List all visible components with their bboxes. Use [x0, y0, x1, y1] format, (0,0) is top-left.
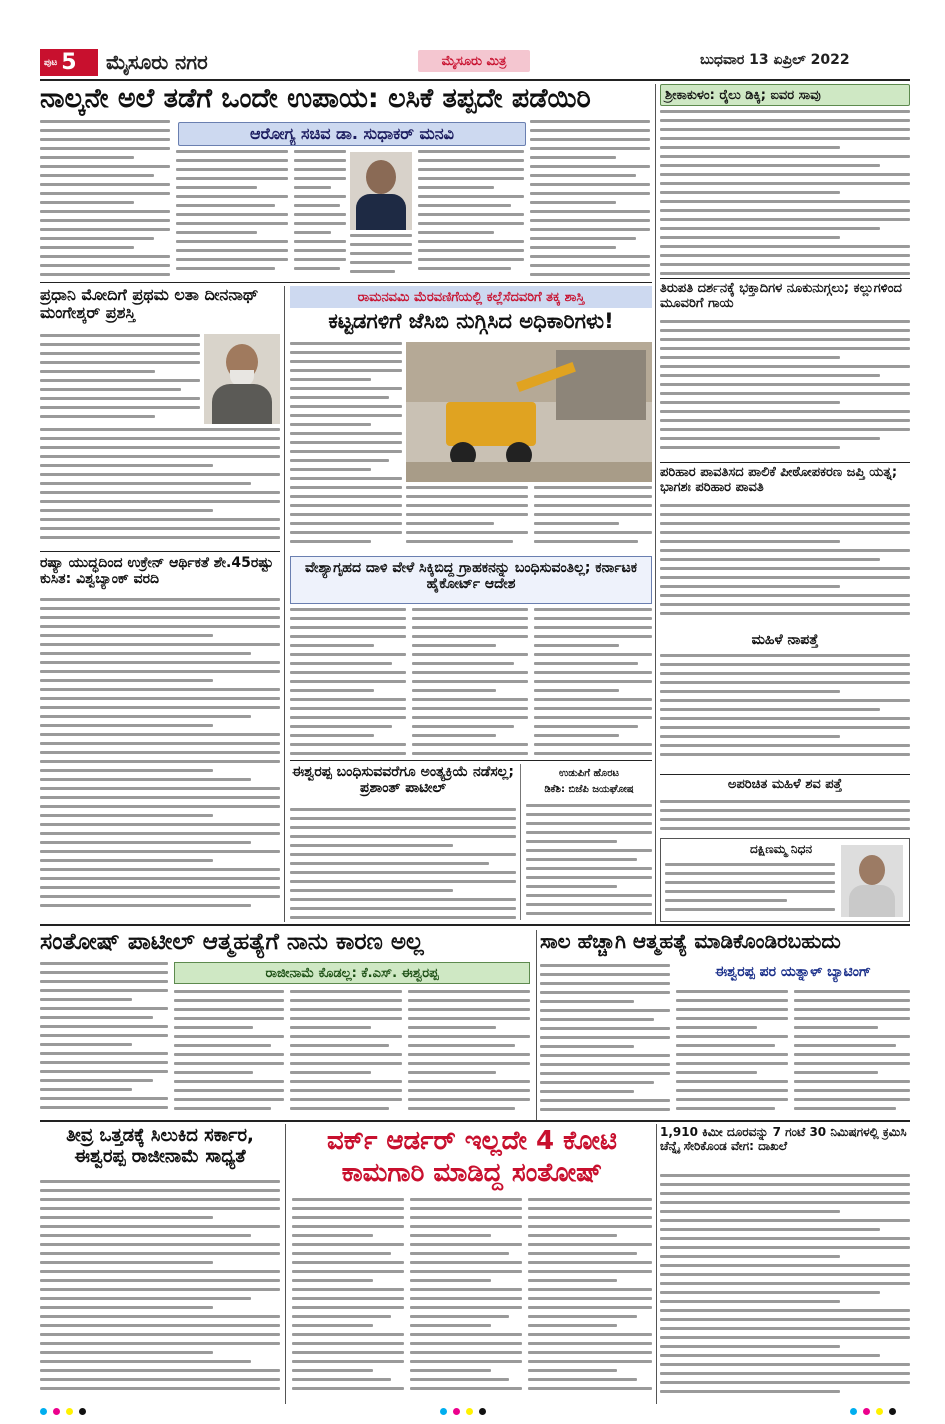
loan-band: ಈಶ್ವರಪ್ಪ ಪರ ಯತ್ನಾಳ್ ಬ್ಯಾಟಿಂಗ್	[714, 964, 872, 980]
missing-headline: ಮಹಿಳೆ ನಾಪತ್ತೆ	[751, 632, 819, 648]
srikakulam-headline: ಶ್ರೀಕಾಕುಳಂ: ರೈಲು ಡಿಕ್ಕಿ; ಐವರ ಸಾವು	[665, 87, 821, 103]
santosh-body-2	[174, 990, 284, 1118]
masthead-rule	[40, 79, 910, 81]
rule-right-3	[660, 774, 910, 775]
brothel-body-2	[412, 608, 528, 758]
udupi-line1: ಉಡುಪಿಗೆ ಹೊರಟ	[558, 768, 620, 779]
govt-body	[40, 1180, 280, 1402]
rule-lead-bottom	[40, 282, 652, 283]
bulldozer-band: ರಾಮನವಮಿ ಮೆರವಣಿಗೆಯಲ್ಲಿ ಕಲ್ಲೆಸೆದವರಿಗೆ ತಕ್ಕ ಶಾಸ್ತಿ	[357, 289, 585, 305]
santosh-body-3	[290, 990, 402, 1118]
santosh-headline: ಸಂತೋಷ್ ಪಾಟೀಲ್ ಆತ್ಮಹತ್ಯೆಗೆ ನಾನು ಕಾರಣ ಅಲ್ಲ	[40, 930, 424, 955]
loan-body-3	[794, 990, 910, 1118]
bulldozer-band-bar	[290, 286, 652, 308]
issue-date: ಬುಧವಾರ 13 ಏಪ್ರಿಲ್ 2022	[700, 52, 850, 68]
rule-right-1	[660, 278, 910, 279]
rule-mid-full	[40, 924, 910, 926]
obituary-photo	[841, 845, 903, 917]
udupi-line2: ಡಿಕೆಶಿ: ಬಿಜೆಪಿ ಜಯಘೋಷ	[544, 784, 634, 795]
lead-body-col4	[350, 234, 412, 278]
rule-lower-full	[40, 1120, 910, 1122]
work-order-body-1	[292, 1198, 404, 1404]
tirupati-headline: ತಿರುಪತಿ ದರ್ಶನಕ್ಕೆ ಭಕ್ತಾದಿಗಳ ನೂಕುನುಗ್ಗಲು; ಕಲ್ಲುಗಳಿಂದ ಮೂವರಿಗೆ ಗಾಯ	[660, 282, 902, 311]
work-order-body-2	[410, 1198, 522, 1404]
lead-subhead-band	[178, 122, 526, 146]
lead-body-col2	[176, 150, 288, 278]
udupi-body	[526, 804, 652, 920]
rule-brothel-bottom	[290, 760, 652, 761]
srikakulam-body	[660, 110, 910, 276]
bulldozer-body-left	[290, 342, 402, 502]
page-number-badge	[40, 49, 98, 76]
bulldozer-body-mid	[406, 486, 528, 552]
brothel-body-3	[534, 608, 652, 758]
santosh-band: ರಾಜೀನಾಮೆ ಕೊಡಲ್ಲ: ಕೆ.ಎಸ್. ಈಶ್ವರಪ್ಪ	[265, 965, 439, 981]
page-number: 5	[61, 50, 77, 75]
santosh-body-1	[40, 962, 168, 1118]
bulldozer-photo	[406, 342, 652, 482]
unknown-body-text	[660, 800, 910, 836]
lead-body-col3	[294, 150, 346, 278]
brothel-box	[290, 556, 652, 604]
registration-marks-right	[850, 1408, 910, 1416]
bulldozer-headline: ಕಟ್ಟಡಗಳಿಗೆ ಜೆಸಿಬಿ ನುಗ್ಗಿಸಿದ ಅಧಿಕಾರಿಗಳು!	[328, 310, 614, 333]
modi-body-top	[40, 334, 200, 424]
loan-body-1	[540, 964, 670, 1118]
modi-body-bottom	[40, 428, 280, 548]
bulldozer-body-left2	[290, 504, 402, 552]
obituary-box	[660, 838, 910, 922]
eshwarappa-arrest-body	[290, 808, 516, 920]
obituary-headline: ದಕ್ಷಿಣಮ್ಮ ನಿಧನ	[749, 843, 813, 856]
rule-modi-bottom	[40, 551, 280, 552]
ukraine-body	[40, 598, 280, 920]
paper-logo	[418, 50, 530, 72]
modi-photo	[204, 334, 280, 424]
drive-headline: 1,910 ಕಿಮೀ ದೂರವನ್ನು 7 ಗಂಟೆ 30 ನಿಮಿಷಗಳಲ್ಲಿ ಕ್ರಮಿಸಿ ಚೆನ್ನೈ ಸೇರಿಕೊಂಡ ವೇಗ: ದಾಖಲೆ	[660, 1126, 907, 1153]
work-order-body-3	[528, 1198, 652, 1404]
lead-body-col1	[40, 120, 170, 278]
unknown-body-headline-visible: ಅಪರಿಚಿತ ಮಹಿಳೆ ಶವ ಪತ್ತೆ	[727, 778, 843, 792]
registration-marks-center	[440, 1408, 520, 1416]
lead-body-col5	[418, 150, 524, 278]
govt-headline: ತೀವ್ರ ಒತ್ತಡಕ್ಕೆ ಸಿಲುಕಿದ ಸರ್ಕಾರ, ಈಶ್ವರಪ್ಪ ರಾಜೀನಾಮೆ ಸಾಧ್ಯತೆ	[66, 1126, 254, 1167]
loan-headline: ಸಾಲ ಹೆಚ್ಚಾಗಿ ಆತ್ಮಹತ್ಯೆ ಮಾಡಿಕೊಂಡಿರಬಹುದು	[540, 930, 841, 953]
paper-name: ಮೈಸೂರು ಮಿತ್ರ	[441, 53, 507, 69]
minister-photo	[350, 152, 412, 230]
eshwarappa-arrest-headline: ಈಶ್ವರಪ್ಪ ಬಂಧಿಸುವವರೆಗೂ ಅಂತ್ಯಕ್ರಿಯೆ ನಡೆಸಲ್ಲ; ಪ್ರಶಾಂತ್ ಪಾಟೀಲ್	[292, 764, 514, 797]
vrule-right	[655, 84, 656, 924]
bulldozer-body-right	[534, 486, 652, 552]
vrule-left	[284, 286, 285, 922]
drive-body	[660, 1174, 910, 1402]
compensation-body	[660, 504, 910, 628]
lead-subhead: ಆರೋಗ್ಯ ಸಚಿವ ಡಾ. ಸುಧಾಕರ್ ಮನವಿ	[250, 124, 454, 143]
lead-body-col6	[530, 120, 650, 278]
santosh-band-bar	[174, 962, 530, 984]
compensation-headline: ಪರಿಹಾರ ಪಾವತಿಸದ ಪಾಲಿಕೆ ಪೀಠೋಪಕರಣ ಜಪ್ತಿ ಯತ್ನ; ಭಾಗಶಃ ಪರಿಹಾರ ಪಾವತಿ	[660, 466, 898, 495]
section-title: ಮೈಸೂರು ನಗರ	[106, 50, 208, 74]
work-order-headline: ವರ್ಕ್ ಆರ್ಡರ್ ಇಲ್ಲದೇ 4 ಕೋಟಿ ಕಾಮಗಾರಿ ಮಾಡಿದ್ದ ಸಂತೋಷ್	[327, 1126, 617, 1188]
srikakulam-band	[660, 84, 910, 106]
tirupati-body	[660, 320, 910, 460]
obituary-body	[665, 863, 835, 919]
rule-right-2	[660, 462, 910, 463]
loan-body-2	[676, 990, 788, 1118]
brothel-body-1	[290, 608, 406, 758]
brothel-headline: ವೇಶ್ಯಾಗೃಹದ ದಾಳಿ ವೇಳೆ ಸಿಕ್ಕಿಬಿದ್ದ ಗ್ರಾಹಕನನ್ನು ಬಂಧಿಸುವಂತಿಲ್ಲ; ಕರ್ನಾಟಕ ಹೈಕೋರ್ಟ್ ಆದೇಶ	[304, 560, 638, 593]
page-label: ಪುಟ	[44, 57, 58, 68]
ukraine-headline: ರಷ್ಯಾ ಯುದ್ಧದಿಂದ ಉಕ್ರೇನ್ ಆರ್ಥಿಕತೆ ಶೇ.45ರಷ್ಟು ಕುಸಿತ: ವಿಶ್ವಬ್ಯಾಂಕ್ ವರದಿ	[40, 555, 274, 588]
vrule-loan	[536, 930, 537, 1120]
vrule-work	[285, 1124, 286, 1404]
lead-headline: ನಾಲ್ಕನೇ ಅಲೆ ತಡೆಗೆ ಒಂದೇ ಉಪಾಯ: ಲಸಿಕೆ ತಪ್ಪದೇ ಪಡೆಯಿರಿ	[40, 84, 591, 114]
vrule-udupi	[520, 764, 521, 920]
modi-headline: ಪ್ರಧಾನಿ ಮೋದಿಗೆ ಪ್ರಥಮ ಲತಾ ದೀನನಾಥ್ ಮಂಗೇಶ್ಕರ್ ಪ್ರಶಸ್ತಿ	[40, 286, 259, 323]
santosh-body-4	[408, 990, 530, 1118]
vrule-drive	[656, 1124, 657, 1404]
registration-marks-left	[40, 1408, 120, 1416]
missing-body	[660, 654, 910, 770]
